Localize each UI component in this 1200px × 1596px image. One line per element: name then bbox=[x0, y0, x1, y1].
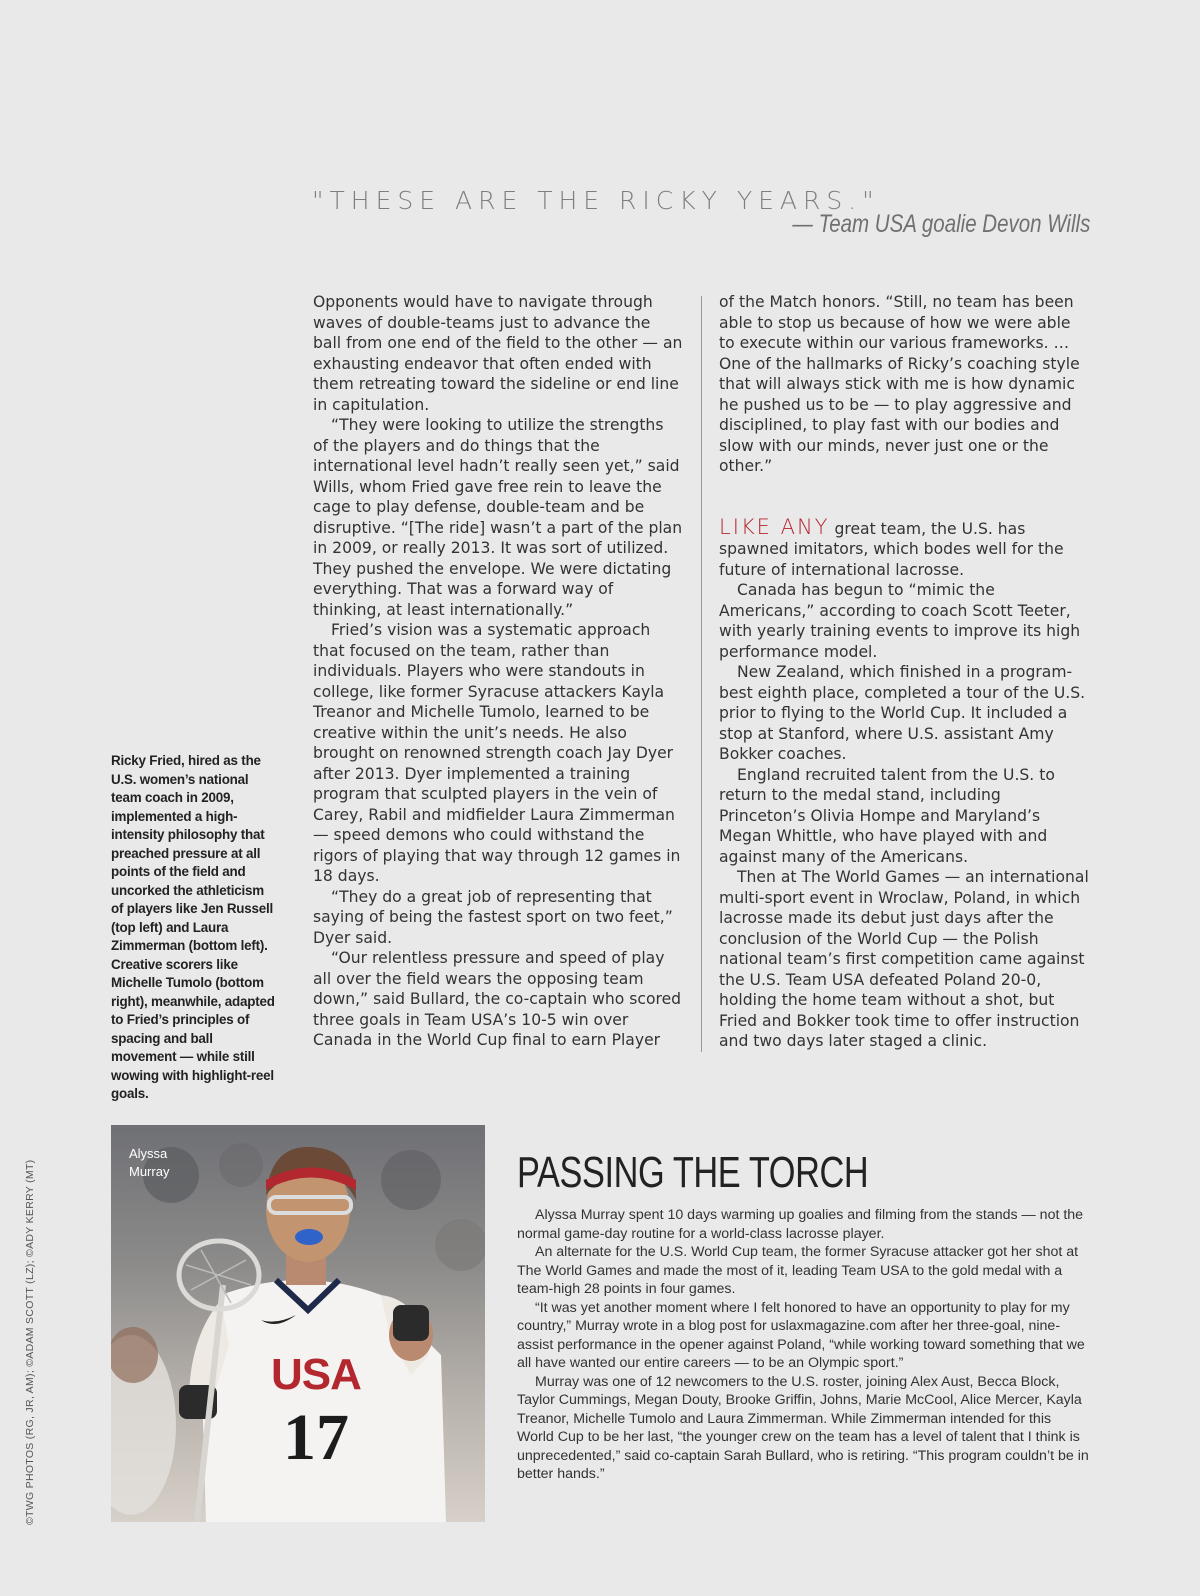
pull-quote-attribution: — Team USA goalie Devon Wills bbox=[792, 210, 1090, 238]
player-photo bbox=[111, 1125, 485, 1522]
paragraph: “They were looking to utilize the strengths of the players and do things that the international level hadn’t really seen yet,” said Wills, whom Fried gave free rein to leave the cage to play defense, double-team and be disruptive. “[The ride] wasn’t a part of the plan in 2009, or really 2013. It was sort of utilized. They pushed the envelope. We were dictating everything. That was a forward way of thinking, at least internationally.” bbox=[313, 416, 683, 619]
photo-caption: Ricky Fried, hired as the U.S. women’s national team coach in 2009, implemented a high-intensity philosophy that preached pressure at all points of the field and uncorked the athleticism of players like Jen Russell (top left) and Laura Zimmerman (bottom left). Creative scorers like Michelle Tumolo (bottom right), meanwhile, adapted to Fried’s principles of spacing and ball movement — while still wowing with highlight-reel goals. bbox=[111, 753, 275, 1101]
paragraph: “They do a great job of representing that saying of being the fastest sport on two feet,” Dyer said. bbox=[313, 887, 673, 947]
paragraph: Then at The World Games — an international multi-sport event in Wroclaw, Poland, in which lacrosse made its debut just days after the conclusion of the World Cup — the Polish national team’s first competition came against the U.S. Team USA defeated Poland 20-0, holding the home team without a shot, but Fried and Bokker took time to offer instruction and two days later staged a clinic. bbox=[719, 868, 1089, 1050]
paragraph: Fried’s vision was a systematic approach that focused on the team, rather than individuals. Players who were standouts in college, like former Syracuse attackers Kayla Treanor and Michelle Tumolo, learned to be creative within the unit’s needs. He also brought on renowned strength coach Jay Dyer after 2013. Dyer implemented a training program that sculpted players in the vein of Carey, Rabil and midfielder Laura Zimmerman — speed demons who could withstand the rigors of playing that way through 12 games in 18 days. bbox=[313, 621, 681, 885]
paragraph: Murray was one of 12 newcomers to the U.S. roster, joining Alex Aust, Becca Block, Taylor Cummings, Megan Douty, Brooke Griffin, Johns, Marie McCool, Alice Mercer, Kayla Treanor, Michelle Tumolo and Laura Zimmerman. While Zimmerman intended for this World Cup to be her last, “the younger crew on the team has a level of talent that I think is unprecedented,” said co-captain Sarah Bullard, who is retiring. “This program couldn’t be in better hands.” bbox=[517, 1373, 1089, 1482]
photo-label: Alyssa Murray bbox=[129, 1146, 170, 1179]
paragraph: Canada has begun to “mimic the Americans,” according to coach Scott Teeter, with yearly training events to improve its high performance model. bbox=[719, 581, 1081, 661]
jersey-number: 17 bbox=[283, 1401, 349, 1474]
section-lead-in: LIKE ANY bbox=[719, 514, 830, 539]
paragraph: of the Match honors. “Still, no team has been able to stop us because of how we were able to execute within our various frameworks. … One of the hallmarks of Ricky’s coaching style that will always stick with me is how dynamic he pushed us to be — to play aggressive and disciplined, to play fast with our bodies and slow with our minds, never just one or the other.” bbox=[719, 293, 1080, 475]
paragraph: “Our relentless pressure and speed of play all over the field wears the opposing team down,” said Bullard, the co-captain who scored three goals in Team USA’s 10-5 win over Canada in the World Cup final to earn Player bbox=[313, 949, 682, 1049]
paragraph: Alyssa Murray spent 10 days warming up goalies and filming from the stands — not the normal game-day routine for a world-class lacrosse player. bbox=[517, 1207, 1084, 1242]
article-column-1 bbox=[313, 292, 683, 1051]
lead-in-text: great team, the U.S. has spawned imitators, which bodes well for the future of international lacrosse. bbox=[719, 519, 1064, 579]
pull-quote: "THESE ARE THE RICKY YEARS." bbox=[312, 186, 880, 215]
section-break bbox=[719, 477, 1089, 517]
paragraph: An alternate for the U.S. World Cup team, the former Syracuse attacker got her shot at The World Games and made the most of it, leading Team USA to the gold medal with a team-high 28 points in four games. bbox=[517, 1244, 1079, 1297]
article-column-2 bbox=[719, 292, 1089, 1052]
jersey-text: USA bbox=[271, 1350, 361, 1399]
column-divider bbox=[701, 296, 702, 1052]
sidebar-title: PASSING THE TORCH bbox=[517, 1148, 869, 1197]
paragraph: New Zealand, which finished in a program-best eighth place, completed a tour of the U.S. prior to flying to the World Cup. It included a stop at Stanford, where U.S. assistant Amy Bokker coaches. bbox=[719, 663, 1086, 763]
paragraph: “It was yet another moment where I felt honored to have an opportunity to play for my country,” Murray wrote in a blog post for uslaxmagazine.com after her three-goal, nine-assist performance in the opener against Poland, “while working toward something that we all have wanted our entire careers — to be an Olympic sport.” bbox=[517, 1299, 1085, 1371]
sidebar-body bbox=[517, 1206, 1089, 1484]
photo-credit: ©TWG PHOTOS (RG, JR, AM); ©ADAM SCOTT (LZ); ©ADY KERRY (MT) bbox=[24, 1159, 36, 1525]
section-lead-paragraph bbox=[719, 514, 1089, 581]
paragraph: England recruited talent from the U.S. to return to the medal stand, including Princeton’s Olivia Hompe and Maryland’s Megan Whittle, who have played with and against many of the Americans. bbox=[719, 765, 1055, 866]
paragraph: Opponents would have to navigate through waves of double-teams just to advance the ball from one end of the field to the other — an exhausting endeavor that often ended with them retreating toward the sideline or end line in capitulation. bbox=[313, 293, 683, 414]
